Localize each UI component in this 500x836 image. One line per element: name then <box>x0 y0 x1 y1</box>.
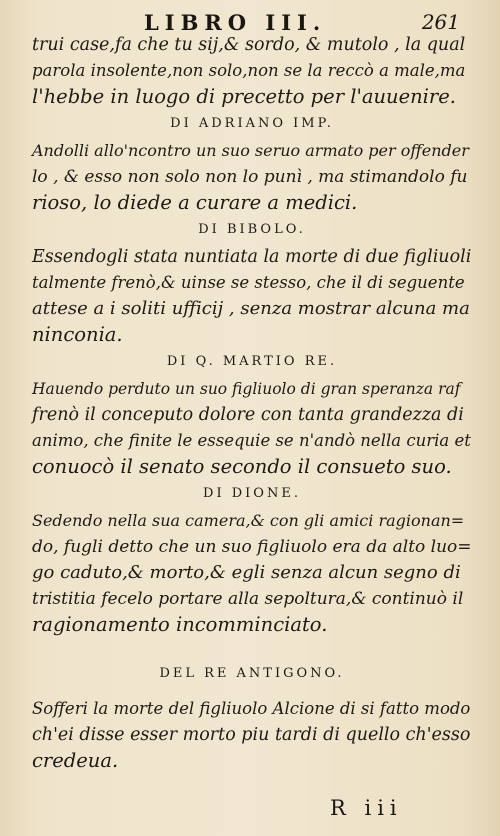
section-martio <box>32 348 472 480</box>
text-line: tristitia fecelo portare alla sepoltura,& continuò il <box>32 589 464 609</box>
page-number: 261 <box>421 10 460 34</box>
text-line: lo , & esso non solo non lo punì , ma stimandolo fu <box>32 167 468 187</box>
text-line: Hauendo perduto un suo figliuolo di gran speranza raf <box>32 380 461 398</box>
text-line: trui case,fa che tu sij,& sordo, & mutolo , la qual <box>32 35 466 55</box>
text-line: l'hebbe in luogo di precetto per l'auuenire. <box>32 85 456 108</box>
text-line: ninconia. <box>32 323 123 346</box>
text-line: talmente frenò,& uinse se stesso, che il di seguente <box>32 273 465 292</box>
signature-mark: R iii <box>330 796 403 820</box>
text-line: animo, che finite le essequie se n'andò nella curia et <box>32 431 471 450</box>
text-line: credeua. <box>32 749 119 772</box>
text-line: conuocò il senato secondo il consueto suo. <box>32 455 452 478</box>
section-adriano <box>32 110 472 216</box>
text-line: Essendogli stata nuntiata la morte di due figliuoli <box>32 247 472 267</box>
text-line: attese a i soliti ufficij , senza mostrar alcuna ma <box>32 298 470 319</box>
text-line: do, fugli detto che un suo figliuolo era da alto luo= <box>32 537 472 557</box>
section-heading: DI Q. MARTIO RE. <box>166 354 338 369</box>
section-heading: DI BIBOLO. <box>198 222 306 237</box>
text-line: parola insolente,non solo,non se la reccò a male,ma <box>32 61 466 80</box>
section-dione <box>32 480 472 638</box>
text-line: Andolli allo'ncontro un suo seruo armato per offender <box>32 141 469 160</box>
body-text <box>32 32 472 774</box>
text-line: Sofferi la morte del figliuolo Alcione di si fatto modo <box>32 699 471 718</box>
section-antigono <box>32 652 472 774</box>
text-line: go caduto,& morto,& egli senza alcun segno di <box>32 562 461 583</box>
section-bibolo <box>32 216 472 348</box>
running-title: LIBRO III. <box>144 10 327 35</box>
section-heading: DI DIONE. <box>203 486 301 501</box>
text-line: frenò il conceputo dolore con tanta grandezza di <box>32 405 464 425</box>
section-continuation <box>32 32 472 110</box>
text-line: Sedendo nella sua camera,& con gli amici ragionan= <box>32 511 465 530</box>
section-heading: DI ADRIANO IMP. <box>170 116 334 131</box>
text-line: ch'ei disse esser morto piu tardi di quello ch'esso <box>32 725 471 745</box>
section-heading: DEL RE ANTIGONO. <box>159 666 345 681</box>
text-line: ragionamento incomminciato. <box>32 613 328 636</box>
text-line: rioso, lo diede a curare a medici. <box>32 191 358 214</box>
